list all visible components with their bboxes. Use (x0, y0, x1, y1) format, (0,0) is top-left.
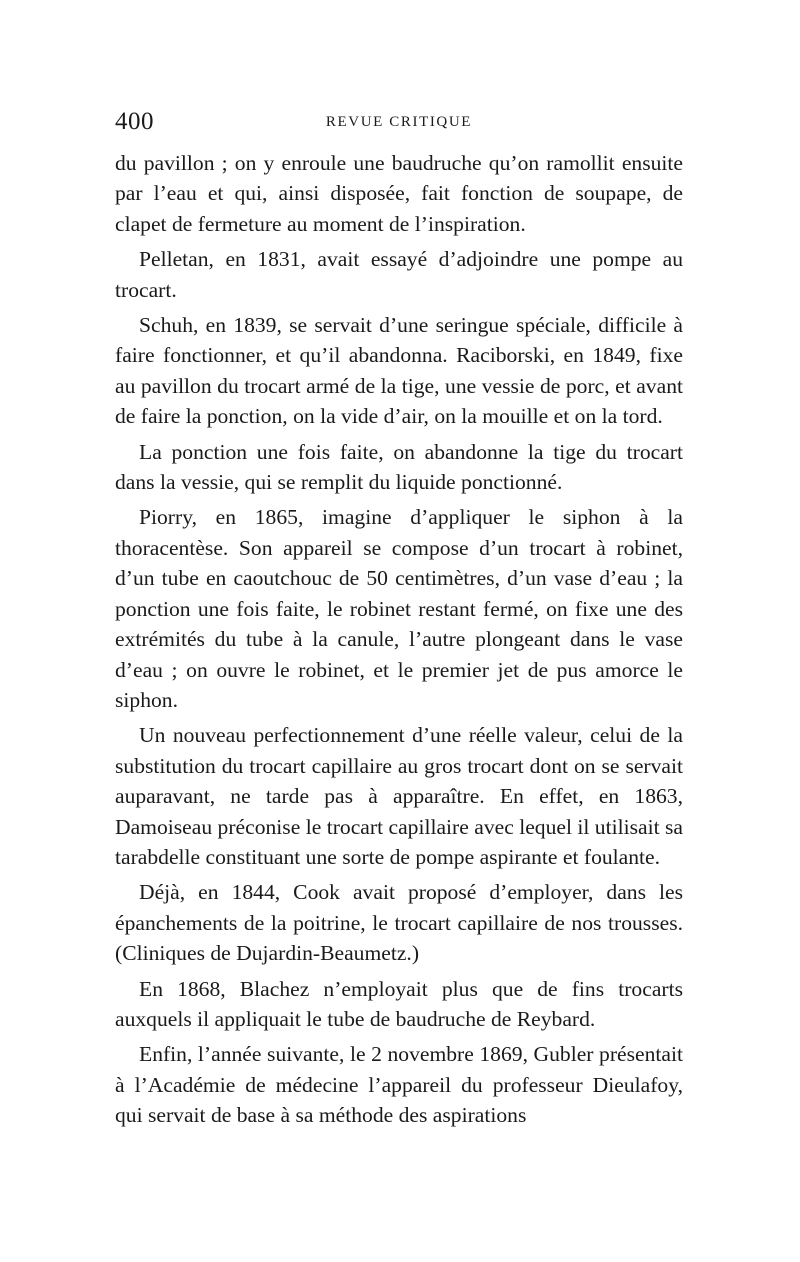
paragraph: La ponction une fois faite, on abandonne la tige du trocart dans la vessie, qui se remplit du liquide ponctionné. (115, 439, 683, 495)
paragraph: Schuh, en 1839, se servait d’une seringue spéciale, difficile à faire fonctionner, et qu’il abandonna. Raciborski, en 1849, fixe au pavillon du trocart armé de la tige, une vessie de porc, et avant de faire la ponction, on la vide d’air, on la mouille et on la tord. (115, 313, 683, 429)
paragraph: Pelletan, en 1831, avait essayé d’adjoindre une pompe au trocart. (115, 247, 683, 302)
paragraph-continued: du pavillon ; on y enroule une baudruche qu’on ramollit ensuite par l’eau et qui, ainsi disposée, fait fonction de soupape, de clapet de fermeture au moment de l’inspiration. (115, 151, 683, 236)
paragraph: Piorry, en 1865, imagine d’appliquer le siphon à la thoracentèse. Son appareil se compose d’un trocart à robinet, d’un tube en caoutchouc de 50 centimètres, d’un vase d’eau ; la ponction une fois faite, le robinet restant fermé, on fixe une des extrémités du tube à la canule, l’autre plongeant dans le vase d’eau ; on ouvre le robinet, et le premier jet de pus amorce le siphon. (115, 505, 683, 712)
paragraph: Déjà, en 1844, Cook avait proposé d’employer, dans les épanchements de la poitrine, le trocart capillaire de nos trousses. (Cliniques de Dujardin-Beaumetz.) (115, 880, 683, 966)
page-number: 400 (115, 108, 154, 135)
paragraph: Un nouveau perfectionnement d’une réelle valeur, celui de la substitution du trocart capillaire au gros trocart dont on se servait auparavant, ne tarde pas à apparaître. En effet, en 1863, Damoiseau préconise le trocart capillaire avec lequel il utilisait sa tarabdelle constituant une sorte de pompe aspirante et foulante. (115, 723, 683, 869)
running-title: REVUE CRITIQUE (325, 114, 473, 130)
body-text (115, 148, 683, 1136)
paragraph: En 1868, Blachez n’employait plus que de fins trocarts auxquels il appliquait le tube de baudruche de Reybard. (115, 976, 683, 1031)
paragraph: Enfin, l’année suivante, le 2 novembre 1869, Gubler présentait à l’Académie de médecine l’appareil du professeur Dieulafoy, qui servait de base à sa méthode des aspirations (115, 1042, 683, 1128)
running-head (115, 108, 683, 142)
